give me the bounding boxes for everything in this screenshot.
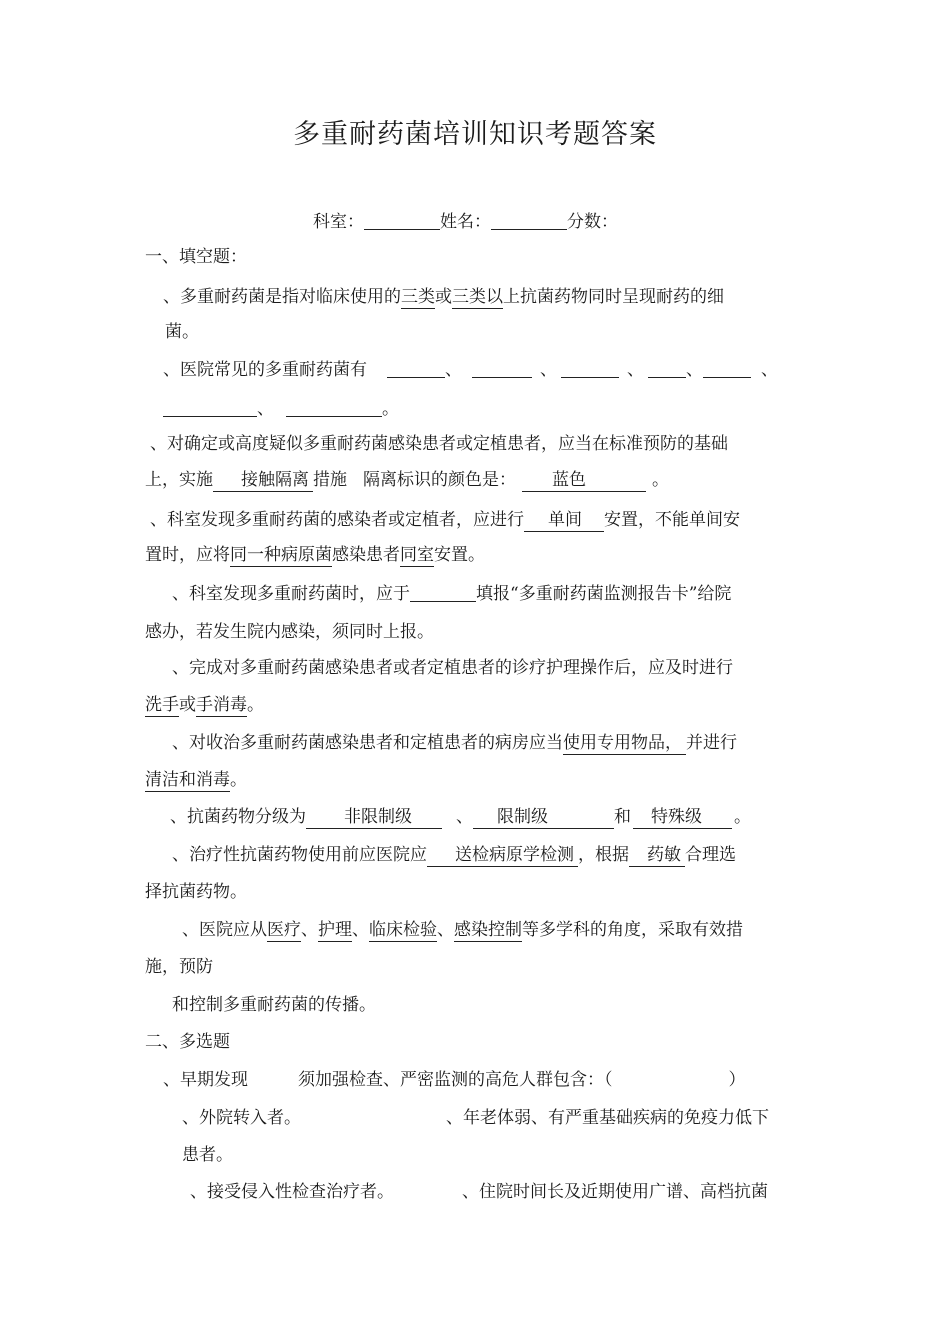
name-blank[interactable] <box>491 211 567 230</box>
separator: 、 <box>352 920 369 940</box>
s1-q8-text-c: 和 <box>614 807 631 827</box>
s1-q6-answer2: 手消毒 <box>196 695 247 715</box>
s1-q8-answer1: 非限制级 <box>306 807 442 829</box>
s1-q10-answer3: 临床检验 <box>369 920 437 940</box>
s1-q7-line1 <box>172 731 737 755</box>
dept-blank[interactable] <box>364 211 440 230</box>
separator: 、 <box>686 360 703 380</box>
s1-q1-line2: 菌。 <box>165 322 199 342</box>
s1-q2-blank6[interactable] <box>163 398 257 417</box>
s2-q1-text: 、早期发现 <box>163 1070 248 1090</box>
s1-q1-text: 、多重耐药菌是指对临床使用的 <box>163 287 401 307</box>
s1-q10-line1 <box>182 918 743 942</box>
s1-q10-answer4: 感染控制 <box>454 920 522 940</box>
s1-q9-text: 、治疗性抗菌药物使用前应医院应 <box>172 845 427 865</box>
s1-q1-answer2: 三类以 <box>452 287 503 307</box>
s2-q1-line <box>163 1068 746 1092</box>
s1-q9-text-c: 合理选 <box>685 845 736 865</box>
s1-q6-text-b: 或 <box>179 695 196 715</box>
separator: 、 <box>437 920 454 940</box>
s1-q1-line1 <box>163 285 724 309</box>
s1-q7-line2 <box>145 768 247 792</box>
s1-q2-line2 <box>163 397 399 421</box>
s1-q7-text: 、对收治多重耐药菌感染患者和定植患者的病房应当 <box>172 733 563 753</box>
name-label: 姓名： <box>440 212 491 232</box>
s1-q9-answer2: 药敏 <box>629 845 685 867</box>
s1-q2-blank7[interactable] <box>286 398 382 417</box>
s1-q3-text-d: 隔离标识的颜色是： <box>363 470 516 490</box>
separator: 、 <box>540 360 557 380</box>
s1-q4-text-d: 感染患者 <box>332 545 400 565</box>
s1-q8-answer3: 特殊级 <box>633 807 732 829</box>
period: 。 <box>382 399 399 419</box>
section1-heading: 一、填空题： <box>145 247 247 267</box>
period: 。 <box>230 770 247 790</box>
score-label: 分数： <box>567 212 618 232</box>
s1-q8-answer2: 限制级 <box>473 807 614 829</box>
s1-q9-text-b: ，根据 <box>578 845 629 865</box>
s1-q6-line2 <box>145 693 264 717</box>
separator: 、 <box>627 360 644 380</box>
s1-q3-answer1: 接触隔离 <box>213 470 313 492</box>
s1-q2-blank4[interactable] <box>648 359 686 378</box>
s1-q10-answer2: 护理 <box>318 920 352 940</box>
s1-q7-answer2: 清洁和消毒 <box>145 770 230 790</box>
header-fields <box>313 210 618 234</box>
s1-q5-line2: 感办，若发生院内感染，须同时上报。 <box>145 622 434 642</box>
s1-q2-line1 <box>163 358 778 382</box>
s1-q4-line2 <box>145 543 485 567</box>
s1-q8-text: 、抗菌药物分级为 <box>170 807 306 827</box>
period: 。 <box>652 470 669 490</box>
s1-q2-blank1[interactable] <box>387 359 445 378</box>
s1-q3-text-c: 措施 <box>313 470 347 490</box>
s2-q1-text-c: ） <box>728 1070 746 1090</box>
s1-q4-answer1: 单间 <box>524 510 604 532</box>
s1-q5-text-b: 填报“多重耐药菌监测报告卡”给院 <box>476 584 732 604</box>
s2-option-1: 、外院转入者。 <box>182 1108 301 1128</box>
s1-q10-text: 、医院应从 <box>182 920 267 940</box>
s1-q10-text-b: 等多学科的角度，采取有效措 <box>522 920 743 940</box>
s2-option-3: 、接受侵入性检查治疗者。 <box>190 1182 394 1202</box>
s1-q2-text: 、医院常见的多重耐药菌有 <box>163 360 367 380</box>
s2-option-4: 、住院时间长及近期使用广谱、高档抗菌 <box>462 1182 768 1202</box>
s1-q4-text-e: 安置。 <box>434 545 485 565</box>
s1-q4-line1 <box>150 508 740 532</box>
s1-q4-text-c: 置时，应将 <box>145 545 230 565</box>
s1-q2-blank2[interactable] <box>472 359 532 378</box>
s1-q4-answer2: 同一种病原菌 <box>230 545 332 565</box>
s1-q1-text-c: 上抗菌药物同时呈现耐药的细 <box>503 287 724 307</box>
s2-option-2: 、年老体弱、有严重基础疾病的免疫力低下 <box>446 1108 769 1128</box>
dept-label: 科室： <box>313 212 364 232</box>
s1-q2-blank5[interactable] <box>703 359 751 378</box>
s1-q4-answer3: 同室 <box>400 545 434 565</box>
s1-q1-text-b: 或 <box>435 287 452 307</box>
s1-q3-line2 <box>145 468 669 492</box>
s1-q9-answer1: 送检病原学检测 <box>427 845 578 867</box>
s1-q10-line2: 施，预防 <box>145 957 213 977</box>
period: 。 <box>247 695 264 715</box>
s1-q8-text-b: 、 <box>456 807 473 827</box>
s1-q7-answer1: 使用专用物品， <box>563 733 686 755</box>
period: 。 <box>734 807 751 827</box>
s1-q6-line1: 、完成对多重耐药菌感染患者或者定植患者的诊疗护理操作后，应及时进行 <box>172 658 733 678</box>
document-title: 多重耐药菌培训知识考题答案 <box>293 119 657 150</box>
s1-q10-line3: 和控制多重耐药菌的传播。 <box>172 995 376 1015</box>
s1-q1-answer1: 三类 <box>401 287 435 307</box>
s1-q5-blank[interactable] <box>410 583 476 602</box>
separator: 、 <box>301 920 318 940</box>
s1-q4-text-b: 安置，不能单间安 <box>604 510 740 530</box>
s1-q2-blank3[interactable] <box>561 359 619 378</box>
s1-q7-text-b: 并进行 <box>686 733 737 753</box>
s2-option-2-cont: 患者。 <box>182 1145 233 1165</box>
separator: 、 <box>257 399 274 419</box>
s1-q3-answer2: 蓝色 <box>522 470 646 492</box>
s1-q3-line1: 、对确定或高度疑似多重耐药菌感染患者或定植患者，应当在标准预防的基础 <box>150 434 728 454</box>
s1-q9-line2: 择抗菌药物。 <box>145 882 247 902</box>
s1-q4-text: 、科室发现多重耐药菌的感染者或定植者，应进行 <box>150 510 524 530</box>
separator: 、 <box>761 360 778 380</box>
s1-q8-line <box>170 805 751 829</box>
s1-q10-answer1: 医疗 <box>267 920 301 940</box>
section2-heading: 二、多选题 <box>145 1032 230 1052</box>
separator: 、 <box>445 360 462 380</box>
s1-q5-text: 、科室发现多重耐药菌时，应于 <box>172 584 410 604</box>
s1-q5-line1 <box>172 582 731 606</box>
s2-q1-text-b: 须加强检查、严密监测的高危人群包含：（ <box>298 1070 613 1090</box>
s1-q6-answer1: 洗手 <box>145 695 179 715</box>
s1-q9-line1 <box>172 843 736 867</box>
s1-q3-text-b: 上，实施 <box>145 470 213 490</box>
